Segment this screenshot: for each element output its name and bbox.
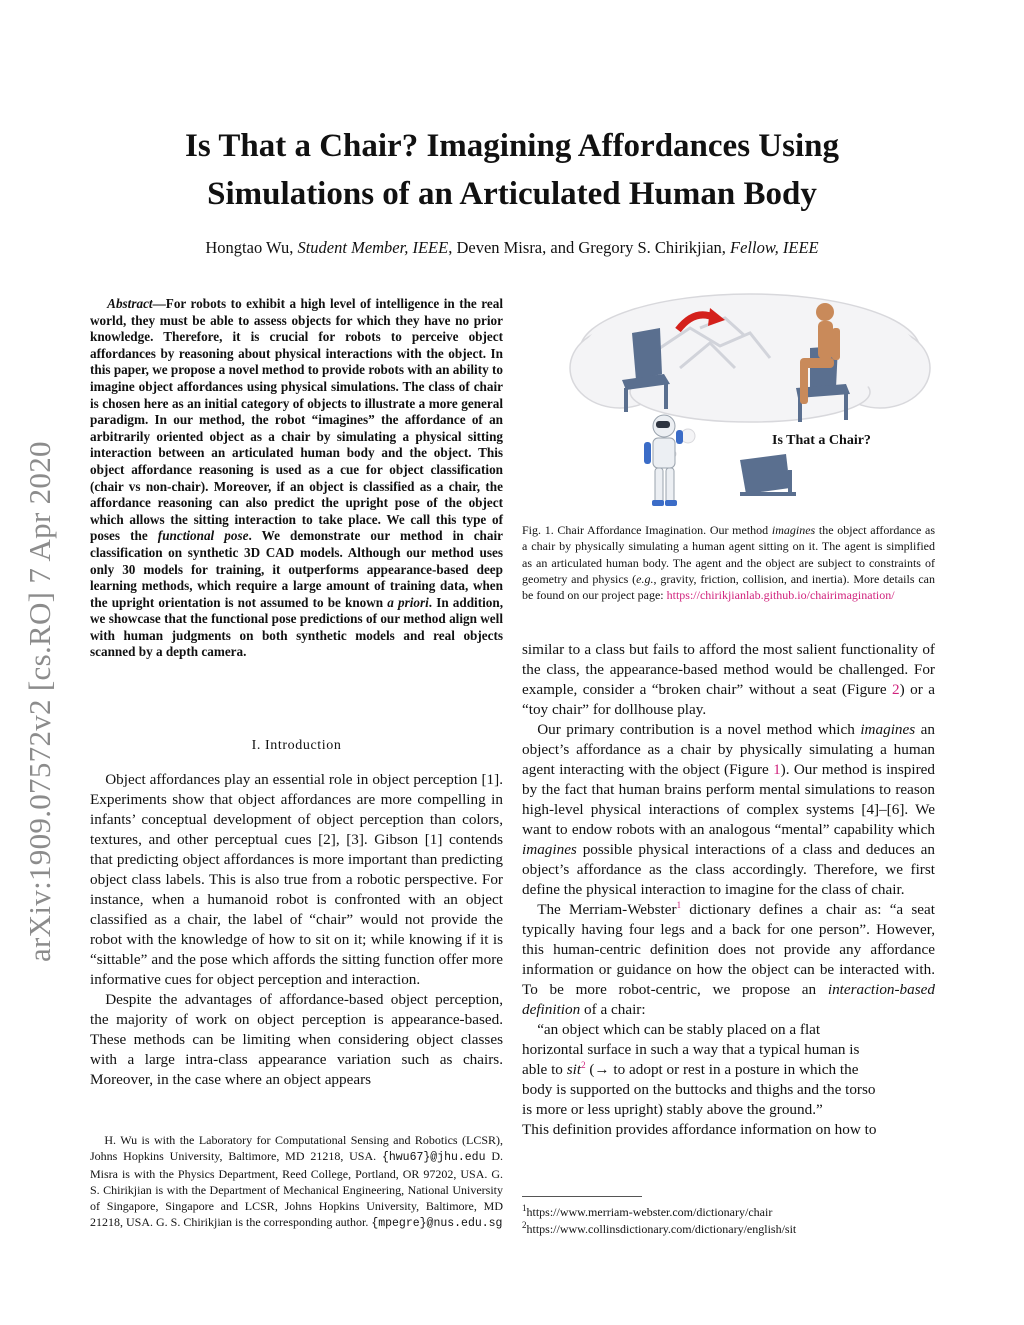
right-paragraph-2 xyxy=(522,720,935,900)
footnote-2-ref[interactable]: 2 xyxy=(581,1059,586,1070)
intro-paragraph-1: Object affordances play an essential role in object perception [1]. Experiments show that object affordances are more compelling in infants’ conceptual development of object perception than colors, textures, and other perceptual cues [2], [3]. Gibson [1] contends that predicting object affordances is more important than predicting object class labels. This is also true from a robotic perspective. For instance, when a humanoid robot is confronted with an object classified as a chair, the label of “chair” would not provide the robot with the knowledge of how to sit on it; while knowing if it is “sittable” and the pose which affords the sitting function offer more informative cues for object perception and interaction. xyxy=(90,771,503,988)
author-3-membership: Fellow, IEEE xyxy=(730,238,819,257)
caption-text-1: Fig. 1. Chair Affordance Imagination. Our method xyxy=(522,523,772,537)
abstract-text-3: . In addition, we showcase that the functional pose predictions of our method align well with human judgments on both synthetic models and real objects scanned by a depth camera. xyxy=(90,594,503,660)
email-chirikjian: {mpegre}@nus.edu.sg xyxy=(371,1217,503,1230)
right-p3-text-b: dictionary defines a chair as: “a seat typically having four legs and a back for one person”. However, this human-centric definition does not provide any affordance information or guidance on how the object can be interacted with. To be more robot-centric, we propose an xyxy=(522,901,935,998)
footnote-1-ref[interactable]: 1 xyxy=(676,899,682,910)
right-column-text xyxy=(522,640,935,1140)
quote-text-2: (→ to adopt or rest in a posture in which the body is supported on the buttocks and thighs and the torso is more or less upright) stably above the ground.” xyxy=(522,1061,876,1118)
abstract xyxy=(90,296,503,661)
arxiv-stamp: arXiv:1909.07572v2 [cs.RO] 7 Apr 2020 xyxy=(22,441,57,962)
introduction-text xyxy=(90,770,503,1090)
humanoid-robot xyxy=(644,415,683,506)
caption-em-imagines: imagines xyxy=(771,523,816,537)
author-list xyxy=(0,238,1024,258)
right-p3-text-c: of a chair: xyxy=(580,1001,646,1018)
right-paragraph-1 xyxy=(522,640,935,720)
author-1: Hongtao Wu, xyxy=(205,238,298,257)
abstract-term-a-priori: a priori xyxy=(387,594,429,610)
figure-2-ref[interactable]: 2 xyxy=(892,681,900,698)
right-p2-text-b: an object’s affordance as a chair by physically simulating a human agent interacting with the object (Figure xyxy=(522,721,935,778)
quote-em-sit: sit xyxy=(566,1061,582,1078)
footnote-2-number: 2 xyxy=(522,1220,527,1230)
figure-label: Is That a Chair? xyxy=(772,433,871,448)
right-p2-em2: imagines xyxy=(522,841,577,858)
intro-paragraph-2: Despite the advantages of affordance-based object perception, the majority of work on object perception is appearance-based. These methods can be limiting when considering object classes with a large intra-class appearance variation such as chairs. Moreover, in the case where an object appears xyxy=(90,991,503,1088)
author-affiliation-footnote xyxy=(90,1132,503,1232)
right-p2-text-c: ). Our method is inspired by the fact that human brains perform mental simulations to reason high-level physical interactions of complex systems [4]–[6]. We want to endow robots with an analogous “mental” capability which xyxy=(522,761,936,838)
right-p3-em: interaction-based definition xyxy=(522,981,935,1018)
abstract-text-1: —For robots to exhibit a high level of intelligence in the real world, they must be able to assess objects for which they have no prior knowledge. Therefore, it is crucial for robots to perceive object affordances by reasoning about physical interactions with the object. In this paper, we propose a novel method to provide robots with an ability to imagine object affordances using physical simulations. The class of chair is chosen here as an initial category of objects to illustrate a more general paradigm. In our method, the robot “imagines” the affordance of an arbitrarily oriented object as a chair by simulating a physical sitting interaction between an articulated human body and the object. This object affordance reasoning is used as a cue for object classification (chair vs non-chair). Moreover, if an object is classified as a chair, the affordance reasoning can also predict the upright pose of the object which allows the sitting interaction to take place. We call this type of poses the xyxy=(90,296,503,544)
author-1-membership: Student Member, IEEE xyxy=(297,238,449,257)
figure-1-ref[interactable]: 1 xyxy=(773,761,781,778)
right-p1-end: ) or a “toy chair” for dollhouse play. xyxy=(522,681,935,718)
footnote-1-number: 1 xyxy=(522,1203,527,1213)
right-p2-em: imagines xyxy=(860,721,916,738)
footnote-1-url[interactable]: https://www.merriam-webster.com/dictionary/chair xyxy=(526,1205,773,1219)
figure-1-caption xyxy=(522,522,935,603)
project-page-link[interactable]: https://chirikjianlab.github.io/chairimagination/ xyxy=(666,588,895,603)
tipped-chair xyxy=(740,454,796,496)
abstract-text-2: . We demonstrate our method in chair classification on synthetic 3D CAD models. Although our method uses only 30 models for training, it outperforms appearance-based deep learning methods, which require a large amount of training data, when the upright orientation is not assumed to be known xyxy=(90,528,503,610)
right-paragraph-4: This definition provides affordance information on how to xyxy=(522,1121,877,1138)
figure-1-illustration xyxy=(560,288,936,516)
caption-text-3: , gravity, friction, collision, and inertia). More details can be found on our project page: xyxy=(522,571,935,603)
abstract-label: Abstract xyxy=(107,296,153,311)
email-wu: {hwu67}@jhu.edu xyxy=(381,1151,486,1164)
title-line-2: Simulations of an Articulated Human Body xyxy=(207,176,817,212)
right-p3-text-a: The Merriam-Webster xyxy=(537,901,677,918)
footnote-text-2: D. Misra is with the Physics Department, Reed College, Portland, OR 97202, USA. G. S. Chirikjian is with the Department of Mechanical Engineering, National University of Singapore, Singapore and LCSR, Johns Hopkins University, Baltimore, MD 21218, USA. G. S. Chirikjian is the corresponding author. xyxy=(90,1149,503,1229)
paper-title xyxy=(0,122,1024,218)
thought-bubble-small xyxy=(681,429,695,443)
footnote-divider xyxy=(522,1196,642,1197)
abstract-term-functional-pose: functional pose xyxy=(157,528,249,544)
author-2-3: , Deven Misra, and Gregory S. Chirikjian, xyxy=(448,238,731,257)
footnote-1 xyxy=(522,1204,935,1220)
quote-text-1: “an object which can be stably placed on a flat horizontal surface in such a way that a typical human is able to xyxy=(522,1021,860,1078)
right-p1-text: similar to a class but fails to afford the most salient functionality of the class, the appearance-based method would be challenged. For example, consider a “broken chair” without a seat (Figure xyxy=(522,641,935,698)
caption-text-2: the object affordance as a chair by physically simulating a human agent sitting on it. The agent is simplified as an articulated human body. The agent and the object are subject to constraints of geometry and physics ( xyxy=(522,523,935,586)
footnote-2 xyxy=(522,1221,935,1237)
caption-em-eg: e.g. xyxy=(636,571,654,586)
right-paragraph-3 xyxy=(522,900,935,1020)
section-heading: I. Introduction xyxy=(251,738,342,753)
right-p2-text-d: possible physical interactions of a class and deduces an object’s affordance as the class accordingly. Therefore, we first define the physical interaction to imagine for the class of chair. xyxy=(522,841,935,898)
footnote-text-1: H. Wu is with the Laboratory for Computational Sensing and Robotics (LCSR), Johns Hopkins University, Baltimore, MD 21218, USA. xyxy=(90,1133,503,1163)
title-line-1: Is That a Chair? Imagining Affordances Using xyxy=(185,128,839,164)
chair-definition-quote xyxy=(522,1020,882,1120)
right-p2-text-a: Our primary contribution is a novel method which xyxy=(537,721,861,738)
footnote-2-url[interactable]: https://www.collinsdictionary.com/dictionary/english/sit xyxy=(526,1222,797,1236)
